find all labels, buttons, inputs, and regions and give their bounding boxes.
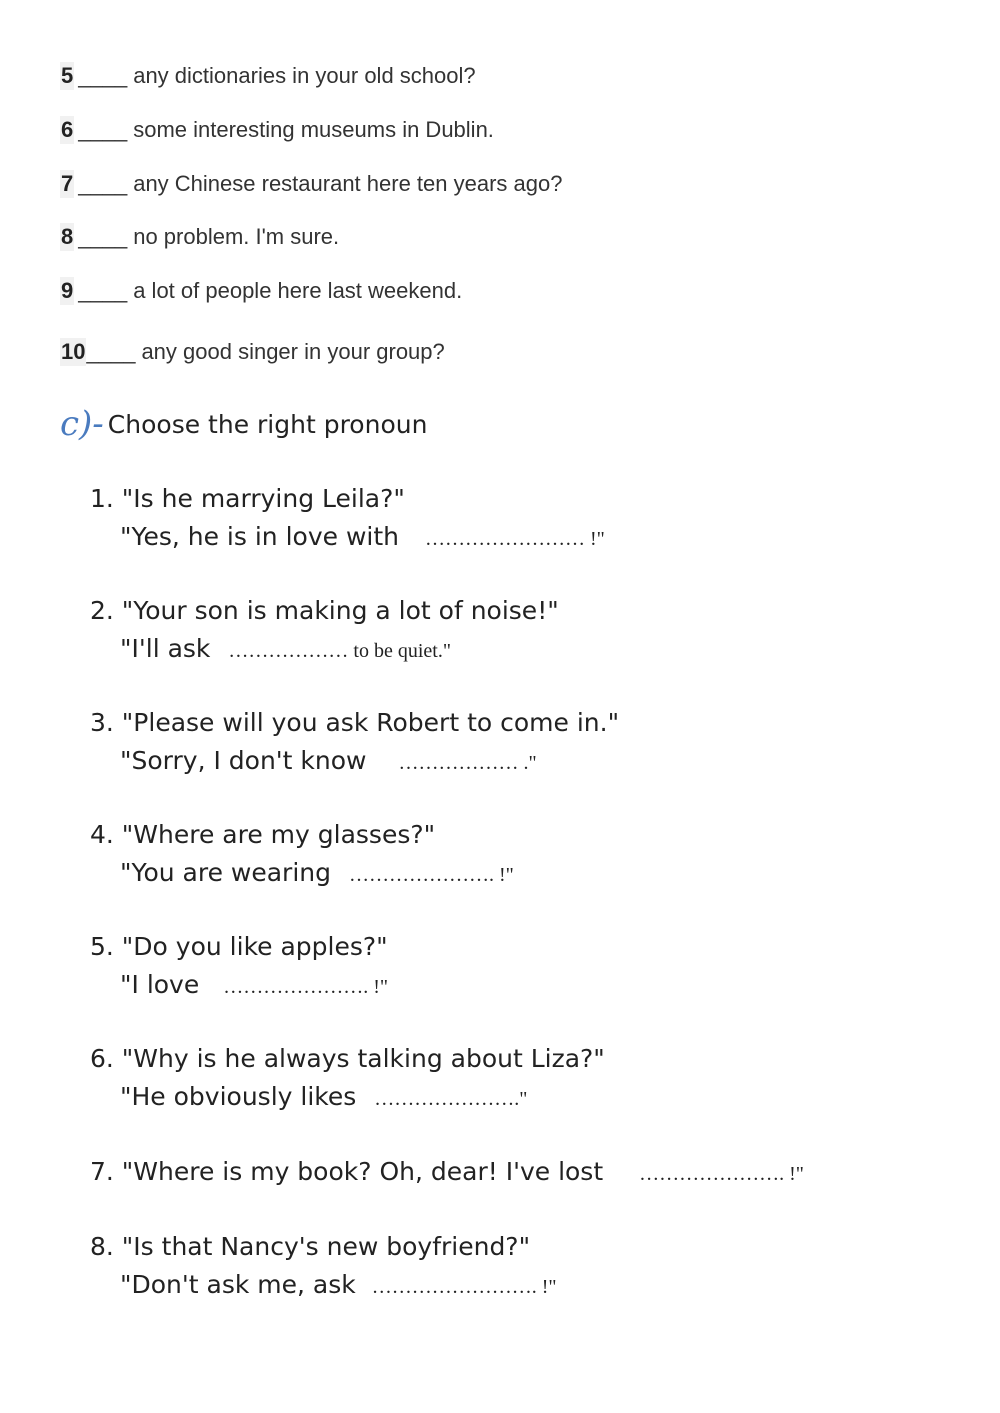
answer-blank[interactable]: ……………… to be quiet." <box>228 640 451 662</box>
answer-line <box>90 630 559 670</box>
item-number: 6 <box>61 117 74 142</box>
exercise-b-item-7 <box>60 170 562 198</box>
question-line: 8. "Is that Nancy's new boyfriend?" <box>90 1232 531 1261</box>
answer-blank[interactable]: ____ <box>78 171 128 196</box>
section-title: Choose the right pronoun <box>107 409 428 439</box>
answer-blank[interactable]: ____ <box>78 224 128 249</box>
item-text: any good singer in your group? <box>141 339 445 364</box>
item-number: 8 <box>61 224 74 249</box>
answer-blank[interactable]: ……………………. !" <box>371 1276 557 1298</box>
answer-blank[interactable]: ……………… ." <box>398 752 537 774</box>
question-line: 3. "Please will you ask Robert to come in." <box>90 708 620 737</box>
exercise-c-item-7 <box>90 1153 804 1193</box>
answer-prefix: "Yes, he is in love with <box>120 522 399 551</box>
answer-line <box>90 1266 557 1306</box>
answer-blank[interactable]: …………………." <box>374 1088 528 1110</box>
item-text: no problem. I'm sure. <box>133 224 340 249</box>
item-text: any dictionaries in your old school? <box>133 63 476 88</box>
answer-prefix: "I'll ask <box>120 634 211 663</box>
answer-blank[interactable]: …………………… !" <box>424 528 605 550</box>
item-number: 7 <box>61 171 74 196</box>
answer-line <box>90 518 605 558</box>
answer-blank[interactable]: ____ <box>78 117 128 142</box>
exercise-c-item-8 <box>90 1228 557 1306</box>
answer-prefix: "I love <box>120 970 200 999</box>
exercise-c-item-3 <box>90 704 619 782</box>
item-number: 10 <box>61 339 86 364</box>
answer-prefix: "Don't ask me, ask <box>120 1270 356 1299</box>
answer-blank[interactable]: ____ <box>78 63 128 88</box>
question-text: 7. "Where is my book? Oh, dear! I've lost <box>90 1157 604 1186</box>
question-line: 2. "Your son is making a lot of noise!" <box>90 596 559 625</box>
answer-line <box>90 854 514 894</box>
answer-line <box>90 966 388 1006</box>
item-text: a lot of people here last weekend. <box>133 278 463 303</box>
answer-blank[interactable]: ____ <box>78 278 128 303</box>
exercise-c-item-6 <box>90 1040 605 1118</box>
exercise-b-item-10 <box>60 338 445 366</box>
answer-blank[interactable]: …………………. !" <box>639 1163 804 1185</box>
question-line: 6. "Why is he always talking about Liza?" <box>90 1044 605 1073</box>
answer-line <box>90 1078 605 1118</box>
item-number: 5 <box>61 63 74 88</box>
question-line <box>90 1153 804 1193</box>
answer-blank[interactable]: …………………. !" <box>223 976 389 998</box>
exercise-c-item-2 <box>90 592 559 670</box>
item-text: any Chinese restaurant here ten years ago? <box>133 171 563 196</box>
exercise-c-item-4 <box>90 816 514 894</box>
exercise-c-item-5 <box>90 928 388 1006</box>
exercise-b-item-9 <box>60 277 462 305</box>
item-number: 9 <box>61 278 74 303</box>
answer-line <box>90 742 619 782</box>
answer-prefix: "You are wearing <box>120 858 331 887</box>
question-line: 5. "Do you like apples?" <box>90 932 388 961</box>
question-line: 1. "Is he marrying Leila?" <box>90 484 405 513</box>
exercise-c-item-1 <box>90 480 605 558</box>
answer-prefix: "He obviously likes <box>120 1082 357 1111</box>
exercise-b-item-6 <box>60 116 494 144</box>
section-c-header <box>60 404 427 448</box>
answer-blank[interactable]: …………………. !" <box>349 864 514 886</box>
section-letter: c)- <box>60 404 104 444</box>
exercise-b-item-5 <box>60 62 476 90</box>
question-line: 4. "Where are my glasses?" <box>90 820 436 849</box>
exercise-b-item-8 <box>60 223 339 251</box>
item-text: some interesting museums in Dublin. <box>133 117 494 142</box>
answer-blank[interactable]: ____ <box>86 339 136 364</box>
answer-prefix: "Sorry, I don't know <box>120 746 367 775</box>
